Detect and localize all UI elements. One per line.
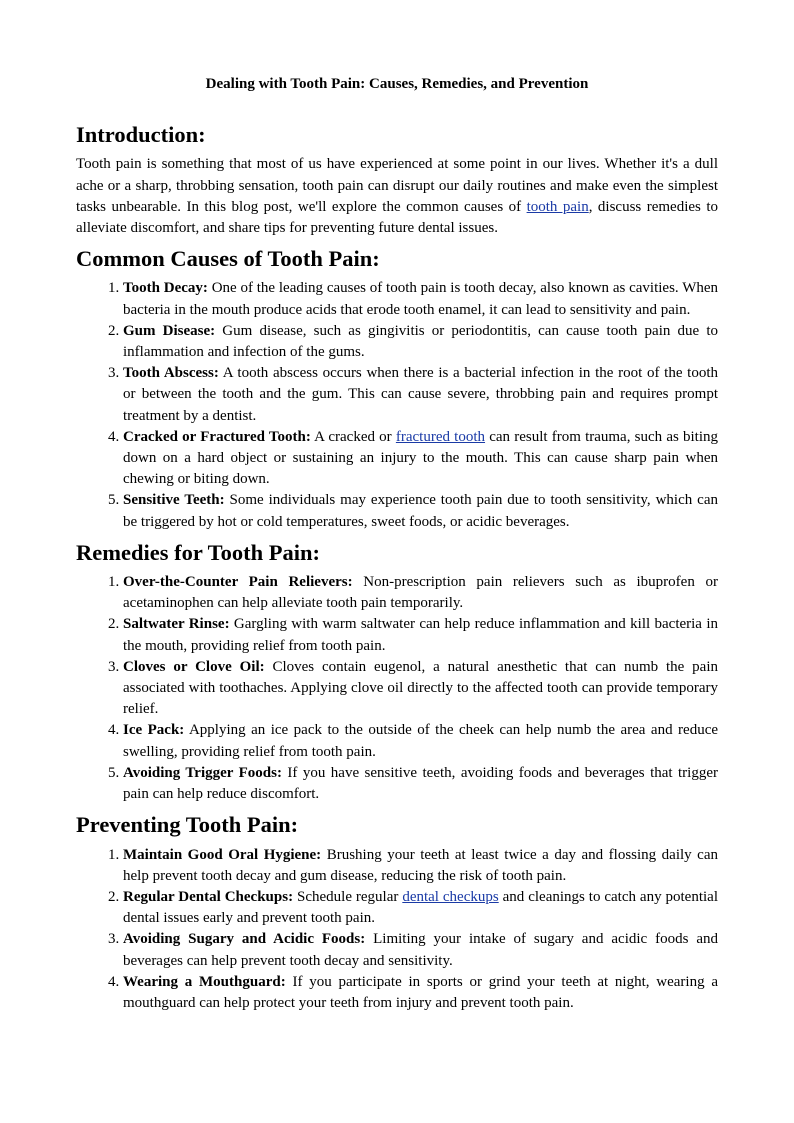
page-title: Dealing with Tooth Pain: Causes, Remedies, and Prevention <box>205 76 589 92</box>
remedies-list <box>76 572 718 805</box>
item-text-after-link: can result from trauma, such as biting down on a hard object or sustaining an injury to the mouth. This can cause sharp pain when chewing or biting down. <box>123 428 719 488</box>
item-term: Wearing a Mouthguard: <box>123 973 286 990</box>
intro-text-before-link: Tooth pain is something that most of us have experienced at some point in our lives. Whether it's a dull ache or a sharp, throbbing sensation, tooth pain can disrupt our daily routines and make even the simplest tasks unbearable. In this blog post, we'll explore the common causes of <box>76 156 718 215</box>
causes-list <box>76 278 718 532</box>
list-item <box>123 490 718 532</box>
item-text-before-link: Schedule regular <box>293 888 403 905</box>
item-text: Non-prescription pain relievers such as ibuprofen or acetaminophen can help alleviate tooth pain temporarily. <box>123 574 718 612</box>
list-item <box>123 363 718 427</box>
list-item <box>123 657 718 721</box>
item-text-after-link: and cleanings to catch any potential dental issues early and prevent tooth pain. <box>123 888 718 927</box>
item-term: Tooth Abscess: <box>123 365 219 382</box>
item-text: If you participate in sports or grind your teeth at night, wearing a mouthguard can help protect your teeth from injury and prevent tooth pain. <box>123 973 718 1011</box>
tooth-pain-link[interactable]: tooth pain <box>526 198 589 215</box>
item-term: Cracked or Fractured Tooth: <box>123 428 311 445</box>
item-text: Limiting your intake of sugary and acidic foods and beverages can help prevent tooth decay and sensitivity. <box>123 931 718 969</box>
remedies-heading: Remedies for Tooth Pain: <box>76 539 320 565</box>
item-term: Sensitive Teeth: <box>123 492 225 509</box>
item-text: One of the leading causes of tooth pain is tooth decay, also known as cavities. When bacteria in the mouth produce acids that erode tooth enamel, it can lead to sensitivity and pain. <box>123 280 719 318</box>
item-term: Regular Dental Checkups: <box>123 888 294 905</box>
causes-heading: Common Causes of Tooth Pain: <box>76 246 380 272</box>
item-term: Cloves or Clove Oil: <box>123 658 265 675</box>
intro-text-after-link: , discuss remedies to alleviate discomfort, and share tips for preventing future dental issues. <box>76 198 718 237</box>
item-text: Brushing your teeth at least twice a day and flossing daily can help prevent tooth decay and gum disease, reducing the risk of tooth pain. <box>123 846 718 884</box>
item-text: Some individuals may experience tooth pain due to tooth sensitivity, which can be triggered by hot or cold temperatures, sweet foods, or acidic beverages. <box>123 492 718 530</box>
list-item <box>123 614 718 656</box>
item-text: Cloves contain eugenol, a natural anesthetic that can numb the pain associated with toothaches. Applying clove oil directly to the affected tooth can provide temporary relief. <box>123 658 718 718</box>
item-term: Avoiding Sugary and Acidic Foods: <box>123 931 366 948</box>
intro-paragraph <box>76 154 718 239</box>
item-text: If you have sensitive teeth, avoiding foods and beverages that trigger pain can help reduce discomfort. <box>123 764 718 803</box>
item-text: Gargling with warm saltwater can help reduce inflammation and kill bacteria in the mouth, providing relief from tooth pain. <box>123 616 718 654</box>
item-term: Maintain Good Oral Hygiene: <box>123 846 322 863</box>
list-item <box>123 929 718 971</box>
prevention-heading: Preventing Tooth Pain: <box>76 812 299 838</box>
item-text: Applying an ice pack to the outside of the cheek can help numb the area and reduce swelling, providing relief from tooth pain. <box>123 722 719 760</box>
list-item <box>123 720 718 762</box>
list-item <box>123 278 718 320</box>
item-text: A tooth abscess occurs when there is a bacterial infection in the root of the tooth or between the tooth and the gum. This can cause severe, throbbing pain and requires prompt treatment by a dentist. <box>123 365 719 424</box>
list-item <box>123 845 718 887</box>
list-item <box>123 972 718 1014</box>
item-term: Over-the-Counter Pain Relievers: <box>123 574 353 591</box>
list-item <box>123 427 718 491</box>
item-term: Avoiding Trigger Foods: <box>123 764 282 781</box>
item-text-before-link: A cracked or <box>310 428 396 445</box>
list-item <box>123 887 718 929</box>
item-term: Ice Pack: <box>123 722 185 739</box>
list-item <box>123 572 718 614</box>
document-page <box>76 74 718 1014</box>
item-term: Gum Disease: <box>123 322 216 339</box>
dental-checkups-link[interactable]: dental checkups <box>402 888 499 905</box>
intro-heading: Introduction: <box>76 122 206 148</box>
list-item <box>123 763 718 805</box>
item-text: Gum disease, such as gingivitis or periodontitis, can cause tooth pain due to inflammation and infection of the gums. <box>123 322 718 361</box>
item-term: Saltwater Rinse: <box>123 616 230 633</box>
item-term: Tooth Decay: <box>123 280 208 297</box>
prevention-list <box>76 845 718 1015</box>
fractured-tooth-link[interactable]: fractured tooth <box>395 428 486 445</box>
list-item <box>123 321 718 363</box>
